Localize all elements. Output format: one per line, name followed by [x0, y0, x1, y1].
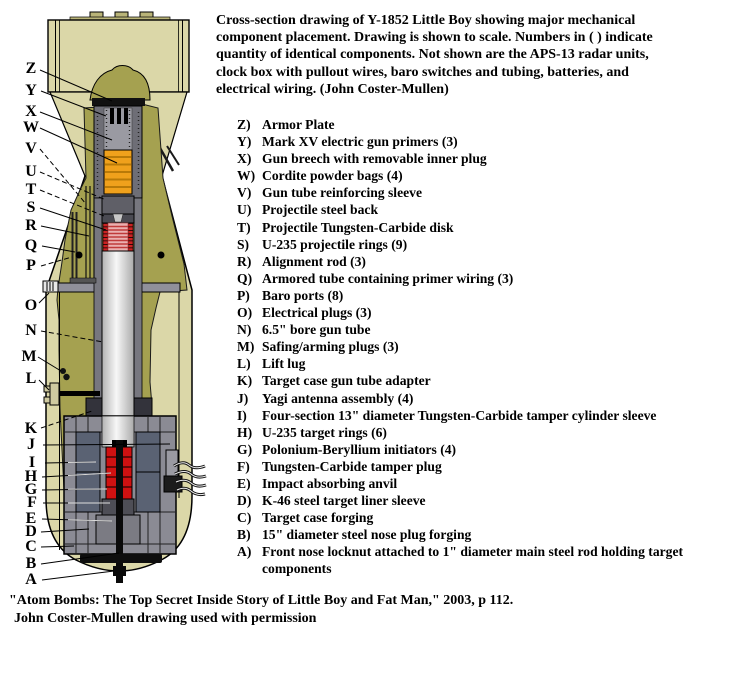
callout-letter: V	[25, 140, 37, 157]
legend-text: Lift lug	[262, 356, 306, 372]
legend-item	[237, 201, 735, 218]
legend-letter: W)	[237, 168, 256, 184]
callout-letter: Q	[24, 237, 38, 254]
legend-text: U-235 target rings (6)	[262, 424, 387, 440]
legend-item	[237, 236, 735, 253]
citation	[9, 592, 649, 627]
legend-text: Baro ports (8)	[262, 287, 344, 303]
rod-foot	[70, 278, 96, 283]
callout-letter: R	[25, 217, 37, 234]
callout-letter: M	[21, 348, 37, 365]
callout-letter: P	[26, 257, 36, 274]
legend-item	[237, 184, 735, 201]
callout-letter: O	[24, 297, 38, 314]
legend-text: Impact absorbing anvil	[262, 475, 398, 491]
legend-item	[237, 270, 735, 287]
legend-letter: B)	[237, 527, 251, 543]
legend-text: 15" diameter steel nose plug forging	[262, 527, 472, 543]
legend-item	[237, 287, 735, 304]
callout-letter: L	[25, 370, 37, 387]
legend-text: Yagi antenna assembly (4)	[262, 390, 414, 406]
legend-letter: D)	[237, 493, 252, 509]
intro-line: component placement. Drawing is shown to scale. Numbers in ( ) indicate	[216, 30, 653, 46]
intro-line: quantity of identical components. Not shown are the APS-13 radar units,	[216, 47, 649, 63]
gun-tube-adapter	[86, 398, 102, 416]
legend-item	[237, 441, 735, 458]
legend-text: Target case gun tube adapter	[262, 373, 431, 389]
intro-line: Cross-section drawing of Y-1852 Little Boy showing major mechanical	[216, 13, 636, 28]
citation-line: "Atom Bombs: The Top Secret Inside Story of Little Boy and Fat Man," 2003, p 112.	[9, 593, 514, 608]
callout-letter: C	[25, 538, 37, 555]
callout-letter: J	[27, 436, 35, 453]
legend-text: Projectile steel back	[262, 202, 379, 218]
legend-item	[237, 253, 735, 270]
legend-letter: S)	[237, 236, 250, 252]
legend-letter: A)	[237, 544, 252, 560]
legend-item	[237, 390, 735, 407]
baro-port	[76, 252, 83, 259]
legend-text: Armor Plate	[262, 117, 335, 132]
intro-line: electrical wiring. (John Coster-Mullen)	[216, 81, 449, 97]
legend-letter: G)	[237, 441, 253, 457]
callout-letter: W	[23, 119, 39, 136]
intro-line: clock box with pullout wires, baro switches and tubing, batteries, and	[216, 64, 629, 80]
legend-text: Target case forging	[262, 510, 374, 526]
legend-item	[237, 219, 735, 236]
legend-text: Alignment rod (3)	[262, 253, 366, 269]
legend-text: Mark XV electric gun primers (3)	[262, 134, 458, 150]
legend-text: Front nose locknut attached to 1" diameter main steel rod holding target components	[262, 544, 684, 577]
cordite-powder-bags	[104, 150, 132, 194]
callout-letter: K	[24, 420, 38, 437]
legend-letter: T)	[237, 219, 251, 235]
baro-port	[158, 252, 165, 259]
citation-line: John Coster-Mullen drawing used with permission	[14, 610, 317, 626]
callout-letter: E	[25, 510, 37, 527]
component-legend	[237, 116, 735, 578]
legend-item	[237, 355, 735, 372]
legend-item	[237, 338, 735, 355]
legend-letter: K)	[237, 373, 253, 389]
legend-item	[237, 424, 735, 441]
legend-text: U-235 projectile rings (9)	[262, 236, 408, 252]
legend-text: Safing/arming plugs (3)	[262, 339, 399, 355]
legend-letter: V)	[237, 185, 252, 201]
legend-letter: L)	[237, 356, 251, 372]
callout-letters	[21, 60, 39, 588]
legend-letter: X)	[237, 151, 252, 167]
steel-nose-plug	[80, 554, 162, 563]
legend-letter: F)	[237, 458, 250, 474]
callout-letter: I	[28, 454, 36, 471]
legend-text: Gun tube reinforcing sleeve	[262, 185, 422, 201]
legend-text: Electrical plugs (3)	[262, 305, 372, 321]
legend-text: Polonium-Beryllium initiators (4)	[262, 441, 457, 457]
legend-item	[237, 526, 735, 543]
callout-letter: G	[24, 481, 38, 498]
legend-text: Tungsten-Carbide tamper plug	[262, 458, 442, 474]
legend-text: Four-section 13" diameter Tungsten-Carbide tamper cylinder sleeve	[262, 407, 657, 423]
legend-letter: Z)	[237, 117, 251, 132]
callout-letter: N	[25, 322, 37, 339]
legend-text: Gun breech with removable inner plug	[262, 151, 487, 167]
legend-item	[237, 492, 735, 509]
legend-text: Cordite powder bags (4)	[262, 168, 403, 184]
legend-text: Armored tube containing primer wiring (3)	[262, 270, 514, 286]
legend-letter: C)	[237, 510, 252, 526]
legend-letter: M)	[237, 339, 255, 355]
electric-gun-primers	[110, 108, 128, 124]
callout-letter: F	[27, 494, 37, 511]
callout-letter: B	[25, 555, 37, 572]
legend-item	[237, 458, 735, 475]
intro-paragraph	[216, 12, 732, 98]
legend-letter: J)	[237, 390, 249, 406]
callout-letter: Y	[25, 82, 37, 99]
gun-tube-adapter	[134, 398, 152, 416]
callout-letter: H	[24, 468, 38, 485]
legend-item	[237, 543, 735, 577]
legend-item	[237, 150, 735, 167]
callout-letter: U	[25, 163, 37, 180]
legend-item	[237, 116, 735, 133]
legend-letter: P)	[237, 287, 250, 303]
projectile-steel-back	[102, 196, 134, 214]
front-nose-locknut	[113, 566, 126, 576]
legend-item	[237, 407, 735, 424]
legend-letter: Q)	[237, 270, 253, 286]
legend-item	[237, 475, 735, 492]
electrical-plug	[43, 281, 58, 292]
legend-letter: I)	[237, 407, 247, 423]
callout-letter: S	[26, 199, 36, 216]
legend-letter: N)	[237, 322, 252, 338]
legend-item	[237, 321, 735, 338]
target-assembly	[64, 398, 176, 583]
callout-letter: A	[25, 571, 37, 588]
disk-tab	[113, 214, 123, 222]
legend-item	[237, 167, 735, 184]
u235-projectile-rings	[103, 223, 133, 251]
legend-item	[237, 304, 735, 321]
callout-letter: X	[25, 103, 37, 120]
callout-letter: Z	[25, 60, 37, 77]
legend-item	[237, 133, 735, 150]
legend-text: K-46 steel target liner sleeve	[262, 493, 426, 509]
legend-letter: U)	[237, 202, 252, 218]
callout-letter: D	[25, 523, 37, 540]
armor-plate	[92, 98, 145, 106]
legend-text: 6.5" bore gun tube	[262, 322, 371, 338]
legend-item	[237, 509, 735, 526]
legend-letter: H)	[237, 424, 253, 440]
legend-letter: E)	[237, 475, 251, 491]
callout-letter: T	[25, 181, 37, 198]
legend-letter: O)	[237, 305, 253, 321]
legend-text: Projectile Tungsten-Carbide disk	[262, 219, 454, 235]
legend-item	[237, 372, 735, 389]
legend-letter: R)	[237, 253, 252, 269]
legend-letter: Y)	[237, 134, 252, 150]
